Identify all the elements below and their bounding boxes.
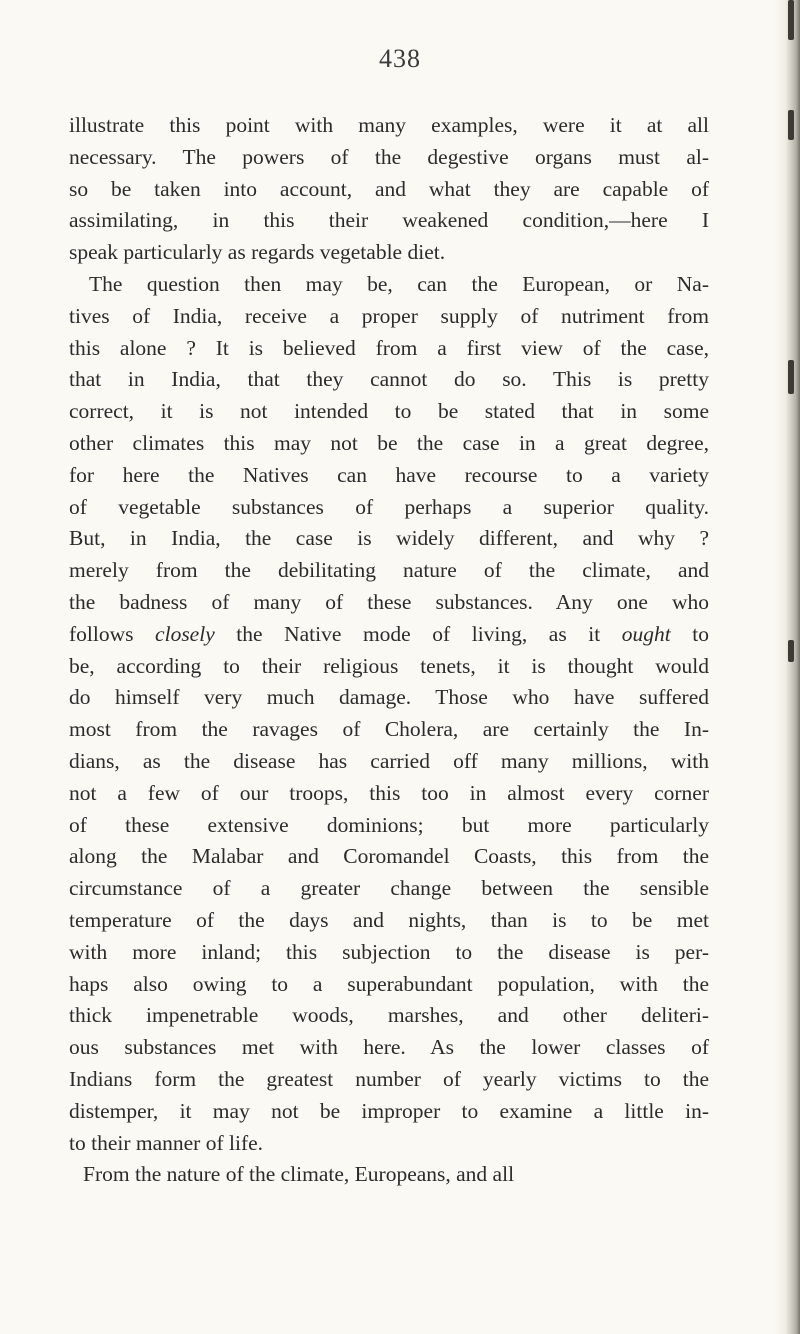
text-line: assimilating, in this their weakened condition,—here I	[69, 208, 709, 233]
page-number: 438	[379, 44, 421, 73]
page-edge-shadow	[774, 0, 800, 1334]
text-line: haps also owing to a superabundant population, with the	[69, 971, 709, 996]
text-line	[69, 619, 709, 651]
text-line: to their manner of life.	[69, 1130, 264, 1155]
text-line: do himself very much damage. Those who have suffered	[69, 685, 709, 710]
text-line: the badness of many of these substances. Any one who	[69, 589, 709, 614]
text-line: temperature of the days and nights, than is to be met	[69, 907, 709, 932]
italic-word: ought	[621, 621, 671, 646]
text-line: illustrate this point with many examples, were it at all	[69, 113, 709, 137]
text-line: so be taken into account, and what they are capable of	[69, 176, 709, 201]
text-line: But, in India, the case is widely different, and why ?	[69, 526, 709, 551]
text-line: circumstance of a greater change between the sensible	[69, 876, 709, 901]
page-edge-mark	[788, 360, 794, 394]
page-edge-mark	[788, 640, 794, 662]
text-line: of vegetable substances of perhaps a superior quality.	[69, 494, 709, 519]
text-line: most from the ravages of Cholera, are certainly the In-	[69, 717, 709, 742]
text-line: necessary. The powers of the degestive organs must al-	[69, 144, 709, 169]
text-line: not a few of our troops, this too in almost every corner	[69, 780, 709, 805]
italic-word: closely	[155, 621, 215, 646]
text-line: distemper, it may not be improper to examine a little in-	[69, 1098, 709, 1123]
text-line: that in India, that they cannot do so. This is pretty	[69, 367, 709, 392]
text-fragment: to	[692, 621, 710, 646]
text-fragment: the Native mode of living, as it	[236, 621, 601, 646]
text-line: From the nature of the climate, Europeans, and all	[83, 1162, 515, 1187]
text-line: this alone ? It is believed from a first view of the case,	[69, 335, 709, 360]
text-line: other climates this may not be the case in a great degree,	[69, 430, 709, 455]
text-line: correct, it is not intended to be stated that in some	[69, 399, 709, 424]
text-line: ous substances met with here. As the lower classes of	[69, 1035, 709, 1060]
text-line: of these extensive dominions; but more particularly	[69, 812, 709, 837]
text-line: along the Malabar and Coromandel Coasts, this from the	[69, 844, 709, 869]
page-edge-mark	[788, 110, 794, 140]
text-line: The question then may be, can the European, or Na-	[89, 271, 709, 296]
text-line: Indians form the greatest number of yearly victims to the	[69, 1066, 709, 1091]
text-line: merely from the debilitating nature of the climate, and	[69, 558, 709, 583]
text-line: be, according to their religious tenets, it is thought would	[69, 653, 709, 678]
text-line: speak particularly as regards vegetable diet.	[69, 240, 446, 265]
page-edge-mark	[788, 0, 794, 40]
text-line: tives of India, receive a proper supply of nutriment from	[69, 303, 709, 328]
text-fragment: follows	[69, 621, 134, 646]
text-line: for here the Natives can have recourse to a variety	[69, 462, 709, 487]
text-line: dians, as the disease has carried off many millions, with	[69, 748, 709, 773]
text-line: thick impenetrable woods, marshes, and other deliteri-	[69, 1003, 709, 1028]
body-text	[69, 110, 709, 1191]
text-line: with more inland; this subjection to the disease is per-	[69, 939, 709, 964]
